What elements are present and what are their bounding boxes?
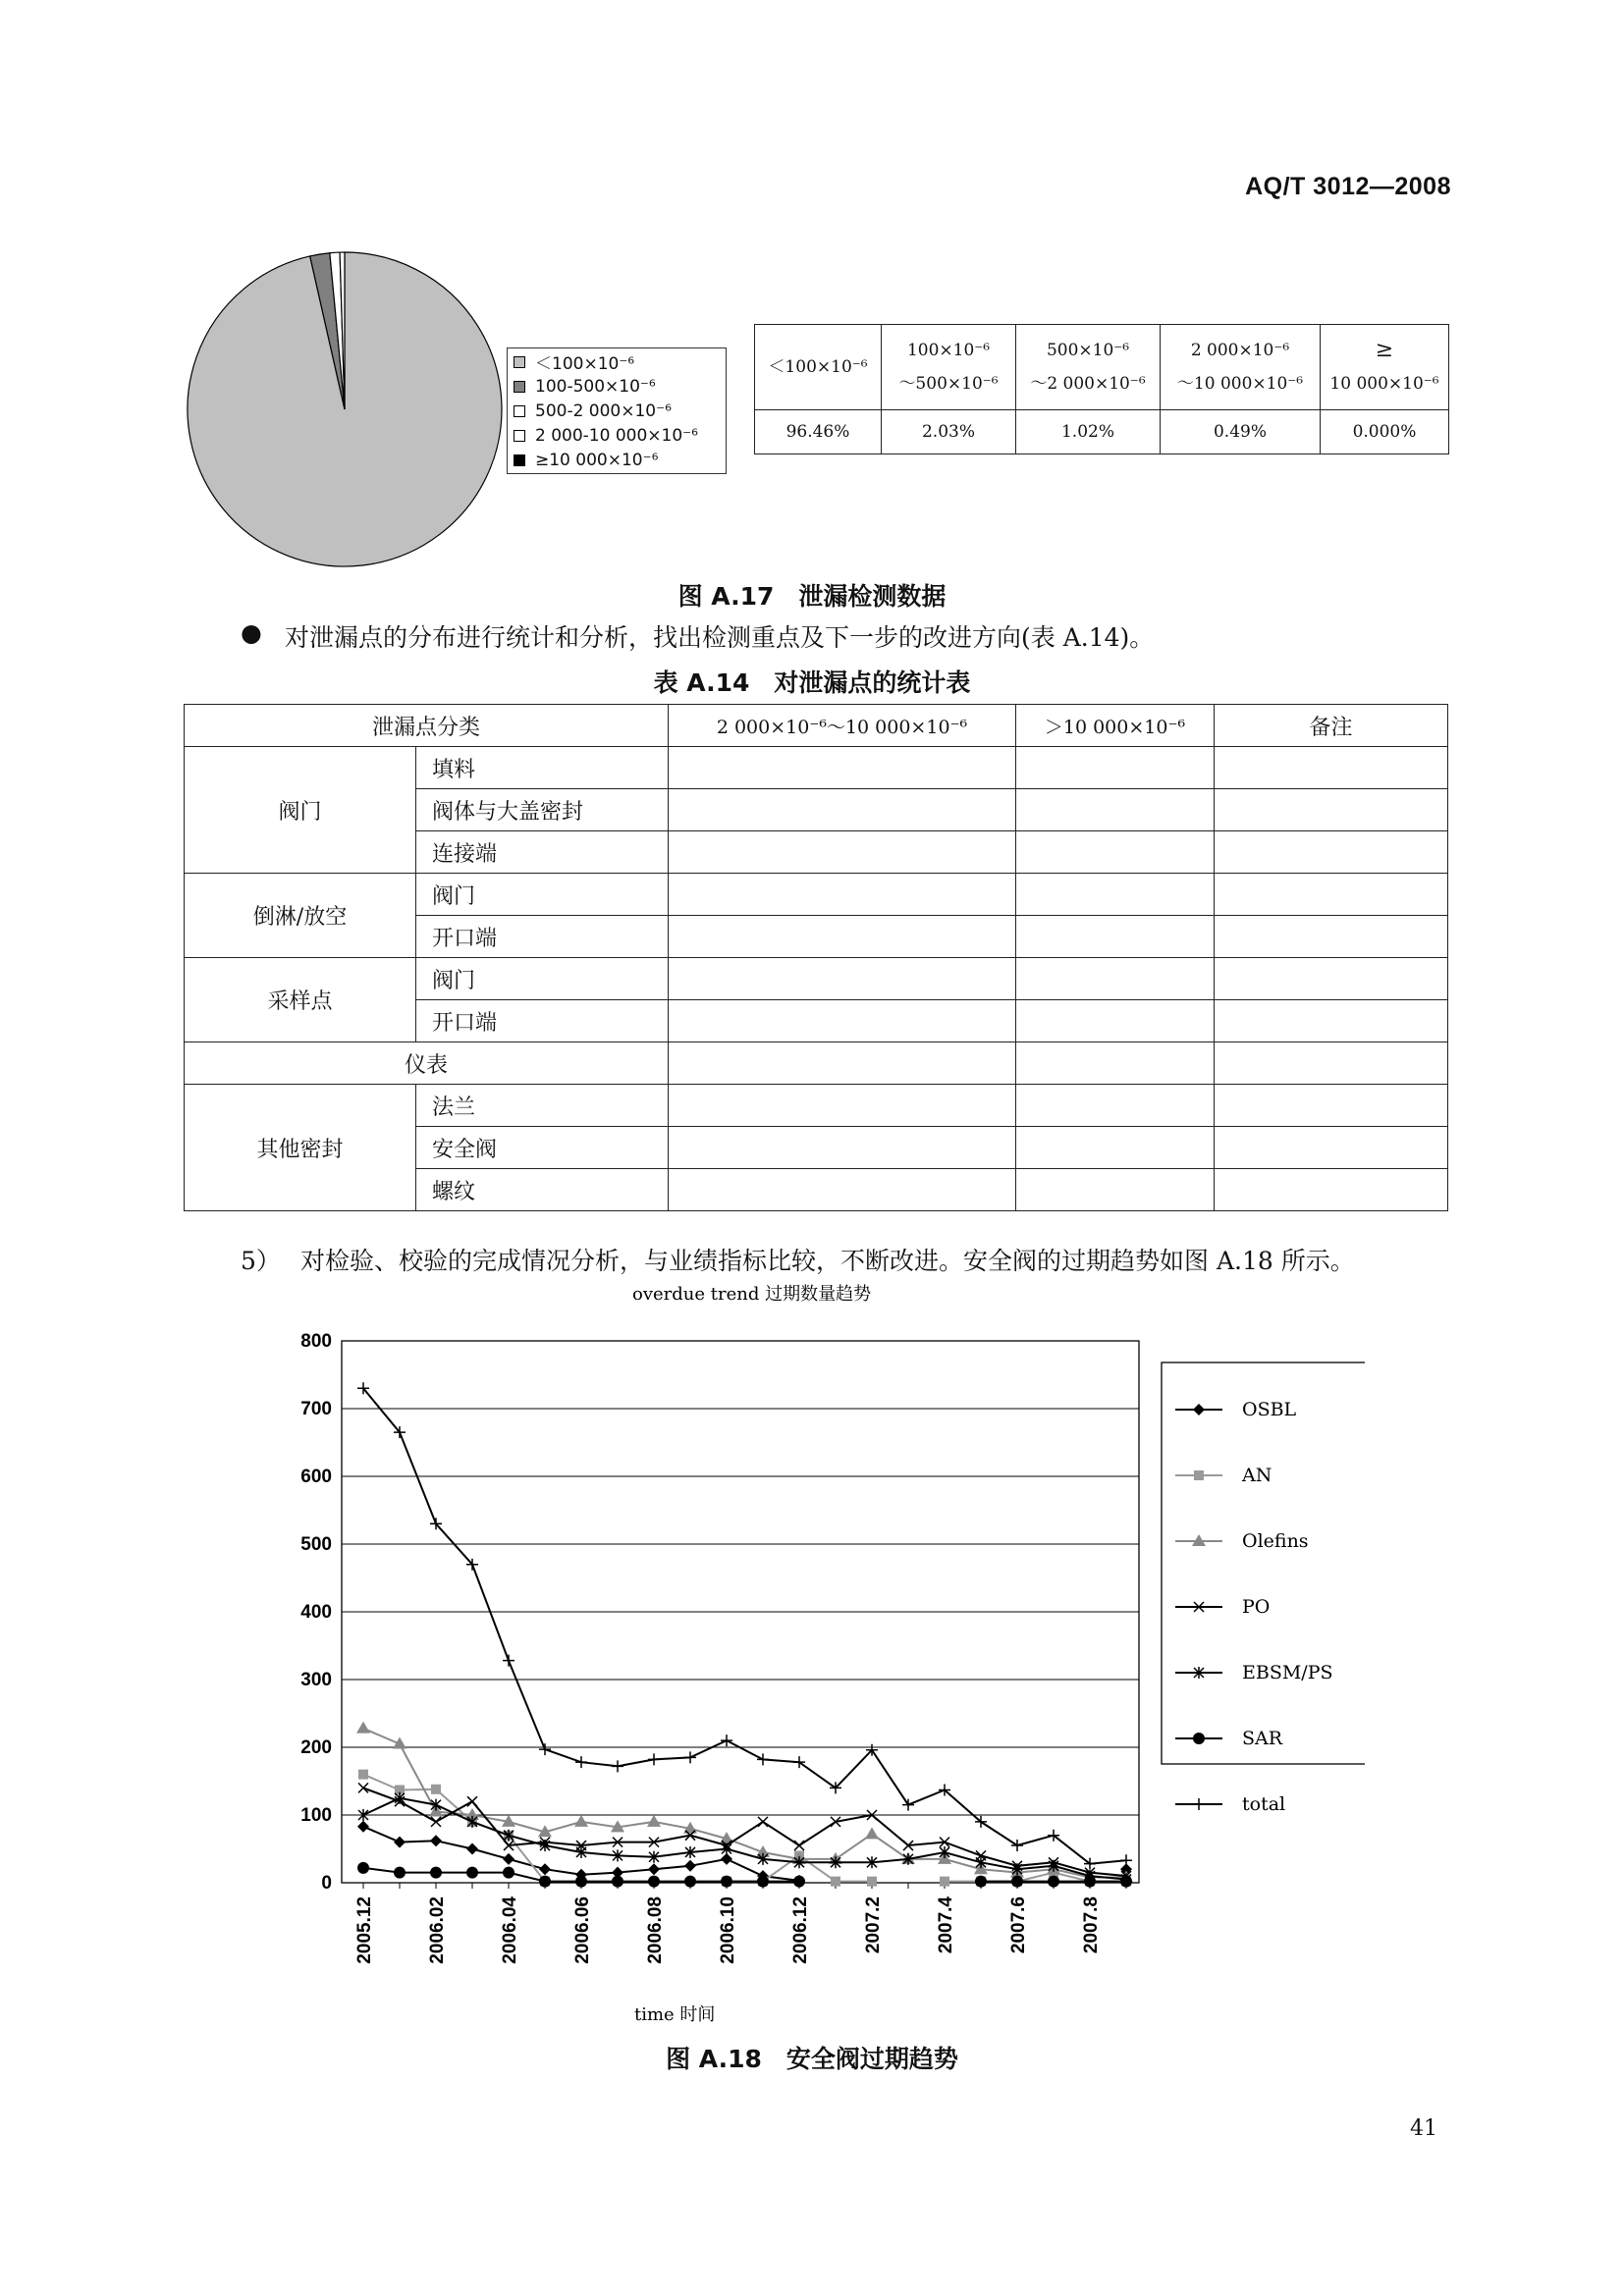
stat-group-name: 采样点 xyxy=(185,958,416,1042)
data-point xyxy=(612,1760,623,1772)
overdue-trend-line-chart xyxy=(275,1276,1365,2042)
pie-legend-item xyxy=(508,374,726,399)
data-point xyxy=(431,1817,441,1827)
stat-item: 螺纹 xyxy=(416,1169,669,1211)
data-point xyxy=(975,1876,987,1888)
data-point xyxy=(902,1799,914,1811)
data-point xyxy=(758,1817,768,1827)
data-point xyxy=(794,1841,804,1850)
data-point xyxy=(574,1815,588,1827)
pie-legend-swatch xyxy=(514,454,525,466)
y-tick-label: 200 xyxy=(300,1737,332,1758)
stat-item: 阀门 xyxy=(416,874,669,916)
data-point xyxy=(466,1867,478,1879)
y-tick-label: 0 xyxy=(321,1873,332,1894)
leak-table-value: 2.03% xyxy=(882,410,1016,454)
data-point xyxy=(1120,1854,1132,1866)
data-point xyxy=(503,1867,514,1879)
y-tick-label: 500 xyxy=(300,1534,332,1555)
data-point xyxy=(356,1722,370,1734)
data-point xyxy=(466,1843,478,1855)
data-point xyxy=(430,1835,442,1846)
leak-table-value: 96.46% xyxy=(755,410,882,454)
data-point xyxy=(684,1860,696,1872)
data-point xyxy=(612,1876,623,1888)
table-row xyxy=(185,1085,1448,1127)
data-point xyxy=(684,1876,696,1888)
data-point xyxy=(467,1796,477,1806)
leak-table-header-cell: ≥ 10 000×10⁻⁶ xyxy=(1321,325,1449,410)
data-point xyxy=(757,1876,769,1888)
pie-legend-item xyxy=(508,423,726,448)
bullet-dot: ● xyxy=(241,618,262,647)
pie-legend xyxy=(507,347,727,474)
stat-item: 阀门 xyxy=(416,958,669,1000)
stat-header-range: 2 000×10⁻⁶～10 000×10⁻⁶ xyxy=(669,705,1016,747)
para5-number: 5） xyxy=(241,1247,281,1275)
data-point xyxy=(757,1753,769,1765)
pie-legend-item xyxy=(508,399,726,423)
data-point xyxy=(648,1876,660,1888)
page-number: 41 xyxy=(1410,2116,1437,2141)
x-tick-label: 2006.02 xyxy=(427,1896,448,1964)
legend-label: Olefins xyxy=(1242,1530,1309,1552)
legend-label: AN xyxy=(1242,1465,1272,1486)
bullet-text: 对泄漏点的分布进行统计和分析，找出检测重点及下一步的改进方向(表 A.14)。 xyxy=(285,623,1155,652)
x-tick-label: 2006.06 xyxy=(572,1896,593,1964)
pie-legend-label: ≥10 000×10⁻⁶ xyxy=(535,450,659,470)
pie-legend-label: 100-500×10⁻⁶ xyxy=(535,376,656,397)
data-point xyxy=(721,1735,732,1746)
pie-legend-label: ＜100×10⁻⁶ xyxy=(535,354,635,374)
data-point xyxy=(1011,1876,1023,1888)
pie-legend-item xyxy=(508,349,726,374)
stat-header-category: 泄漏点分类 xyxy=(185,705,669,747)
data-point xyxy=(357,1862,369,1874)
stat-item: 连接端 xyxy=(416,831,669,874)
stat-item: 填料 xyxy=(416,747,669,789)
figure-a18-caption: 图 A.18 安全阀过期趋势 xyxy=(666,2045,958,2073)
data-point xyxy=(867,1877,877,1887)
data-point xyxy=(865,1827,879,1839)
data-point xyxy=(684,1751,696,1763)
data-point xyxy=(1193,1798,1205,1810)
data-point xyxy=(940,1877,949,1887)
x-axis-label: time 时间 xyxy=(634,2004,716,2025)
leak-table-header-cell: ＜100×10⁻⁶ xyxy=(755,325,882,410)
standard-number: AQ/T 3012—2008 xyxy=(1245,173,1451,200)
y-tick-label: 300 xyxy=(300,1670,332,1690)
table-row xyxy=(185,958,1448,1000)
data-point xyxy=(503,1853,514,1865)
leak-table-header-cell: 100×10⁻⁶ ～500×10⁻⁶ xyxy=(882,325,1016,410)
y-tick-label: 800 xyxy=(300,1331,332,1352)
data-point xyxy=(1194,1470,1204,1480)
x-tick-label: 2007.4 xyxy=(936,1896,956,1954)
data-point xyxy=(721,1876,732,1888)
data-point xyxy=(503,1655,514,1667)
pie-legend-label: 500-2 000×10⁻⁶ xyxy=(535,400,672,421)
stat-item: 开口端 xyxy=(416,916,669,958)
data-point xyxy=(721,1853,732,1865)
table-row xyxy=(185,747,1448,789)
x-tick-label: 2007.6 xyxy=(1008,1896,1029,1954)
data-point xyxy=(1011,1840,1023,1851)
legend-label: EBSM/PS xyxy=(1242,1662,1333,1683)
chart-legend xyxy=(1162,1362,1365,1764)
data-point xyxy=(648,1863,660,1875)
data-point xyxy=(358,1770,368,1780)
stat-item: 开口端 xyxy=(416,1000,669,1042)
x-tick-label: 2006.08 xyxy=(645,1896,666,1964)
stat-header-over: ＞10 000×10⁻⁶ xyxy=(1016,705,1215,747)
data-point xyxy=(575,1876,587,1888)
leak-statistics-table xyxy=(184,704,1448,1211)
data-point xyxy=(648,1753,660,1765)
table-a14-caption: 表 A.14 对泄漏点的统计表 xyxy=(653,668,971,697)
data-point xyxy=(431,1785,441,1794)
x-tick-label: 2006.10 xyxy=(718,1896,738,1964)
stat-header-remarks: 备注 xyxy=(1215,705,1448,747)
stat-group-name: 仪表 xyxy=(185,1042,669,1085)
data-point xyxy=(539,1876,551,1888)
pie-legend-swatch xyxy=(514,356,525,368)
data-point xyxy=(831,1877,840,1887)
para5-text: 对检验、校验的完成情况分析，与业绩指标比较，不断改进。安全阀的过期趋势如图 A.18 所示。 xyxy=(300,1247,1355,1275)
leak-data-table xyxy=(754,324,1449,454)
x-tick-label: 2005.12 xyxy=(354,1896,375,1964)
pie-legend-swatch xyxy=(514,430,525,442)
y-tick-label: 600 xyxy=(300,1467,332,1487)
leak-table-value-row xyxy=(755,410,1449,454)
legend-label: PO xyxy=(1242,1596,1271,1618)
pie-legend-swatch xyxy=(514,381,525,393)
leak-table-header-cell: 2 000×10⁻⁶ ～10 000×10⁻⁶ xyxy=(1161,325,1321,410)
pie-legend-label: 2 000-10 000×10⁻⁶ xyxy=(535,425,698,446)
data-point xyxy=(539,1863,551,1875)
data-point xyxy=(394,1867,406,1879)
series-total xyxy=(357,1382,1132,1869)
data-point xyxy=(793,1876,805,1888)
y-tick-label: 700 xyxy=(300,1399,332,1419)
leak-table-value: 1.02% xyxy=(1016,410,1161,454)
pie-legend-item xyxy=(508,448,726,472)
leak-table-value: 0.49% xyxy=(1161,410,1321,454)
data-point xyxy=(1084,1876,1096,1888)
y-tick-label: 100 xyxy=(300,1805,332,1826)
data-point xyxy=(647,1815,661,1827)
leak-table-header-cell: 500×10⁻⁶ ～2 000×10⁻⁶ xyxy=(1016,325,1161,410)
x-tick-label: 2006.04 xyxy=(500,1896,520,1964)
leak-pie-chart xyxy=(183,247,507,571)
data-point xyxy=(357,1821,369,1833)
x-tick-label: 2007.2 xyxy=(863,1896,884,1954)
data-point xyxy=(539,1743,551,1755)
series-line xyxy=(363,1775,545,1882)
stat-table-header-row xyxy=(185,705,1448,747)
series-line xyxy=(363,1388,1126,1863)
stat-item: 安全阀 xyxy=(416,1127,669,1169)
y-tick-label: 400 xyxy=(300,1602,332,1623)
table-row xyxy=(185,874,1448,916)
stat-group-name: 其他密封 xyxy=(185,1085,416,1211)
stat-item: 阀体与大盖密封 xyxy=(416,789,669,831)
data-point xyxy=(1193,1733,1205,1744)
data-point xyxy=(1120,1876,1132,1888)
chart-title: overdue trend 过期数量趋势 xyxy=(632,1284,872,1305)
data-point xyxy=(358,1783,368,1792)
leak-table-header-row xyxy=(755,325,1449,410)
stat-group-name: 阀门 xyxy=(185,747,416,874)
legend-label: SAR xyxy=(1242,1728,1283,1749)
data-point xyxy=(575,1756,587,1768)
data-point xyxy=(394,1837,406,1848)
leak-table-value: 0.000% xyxy=(1321,410,1449,454)
legend-item xyxy=(1175,1793,1285,1815)
legend-label: total xyxy=(1242,1793,1286,1815)
data-point xyxy=(1048,1876,1059,1888)
stat-group-name: 倒淋/放空 xyxy=(185,874,416,958)
series-line xyxy=(363,1788,1126,1876)
x-tick-label: 2007.8 xyxy=(1081,1896,1102,1954)
pie-legend-swatch xyxy=(514,405,525,417)
table-row xyxy=(185,1042,1448,1085)
figure-a17-caption: 图 A.17 泄漏检测数据 xyxy=(677,582,947,611)
data-point xyxy=(430,1867,442,1879)
stat-item: 法兰 xyxy=(416,1085,669,1127)
x-tick-label: 2006.12 xyxy=(790,1896,811,1964)
legend-label: OSBL xyxy=(1242,1399,1297,1420)
